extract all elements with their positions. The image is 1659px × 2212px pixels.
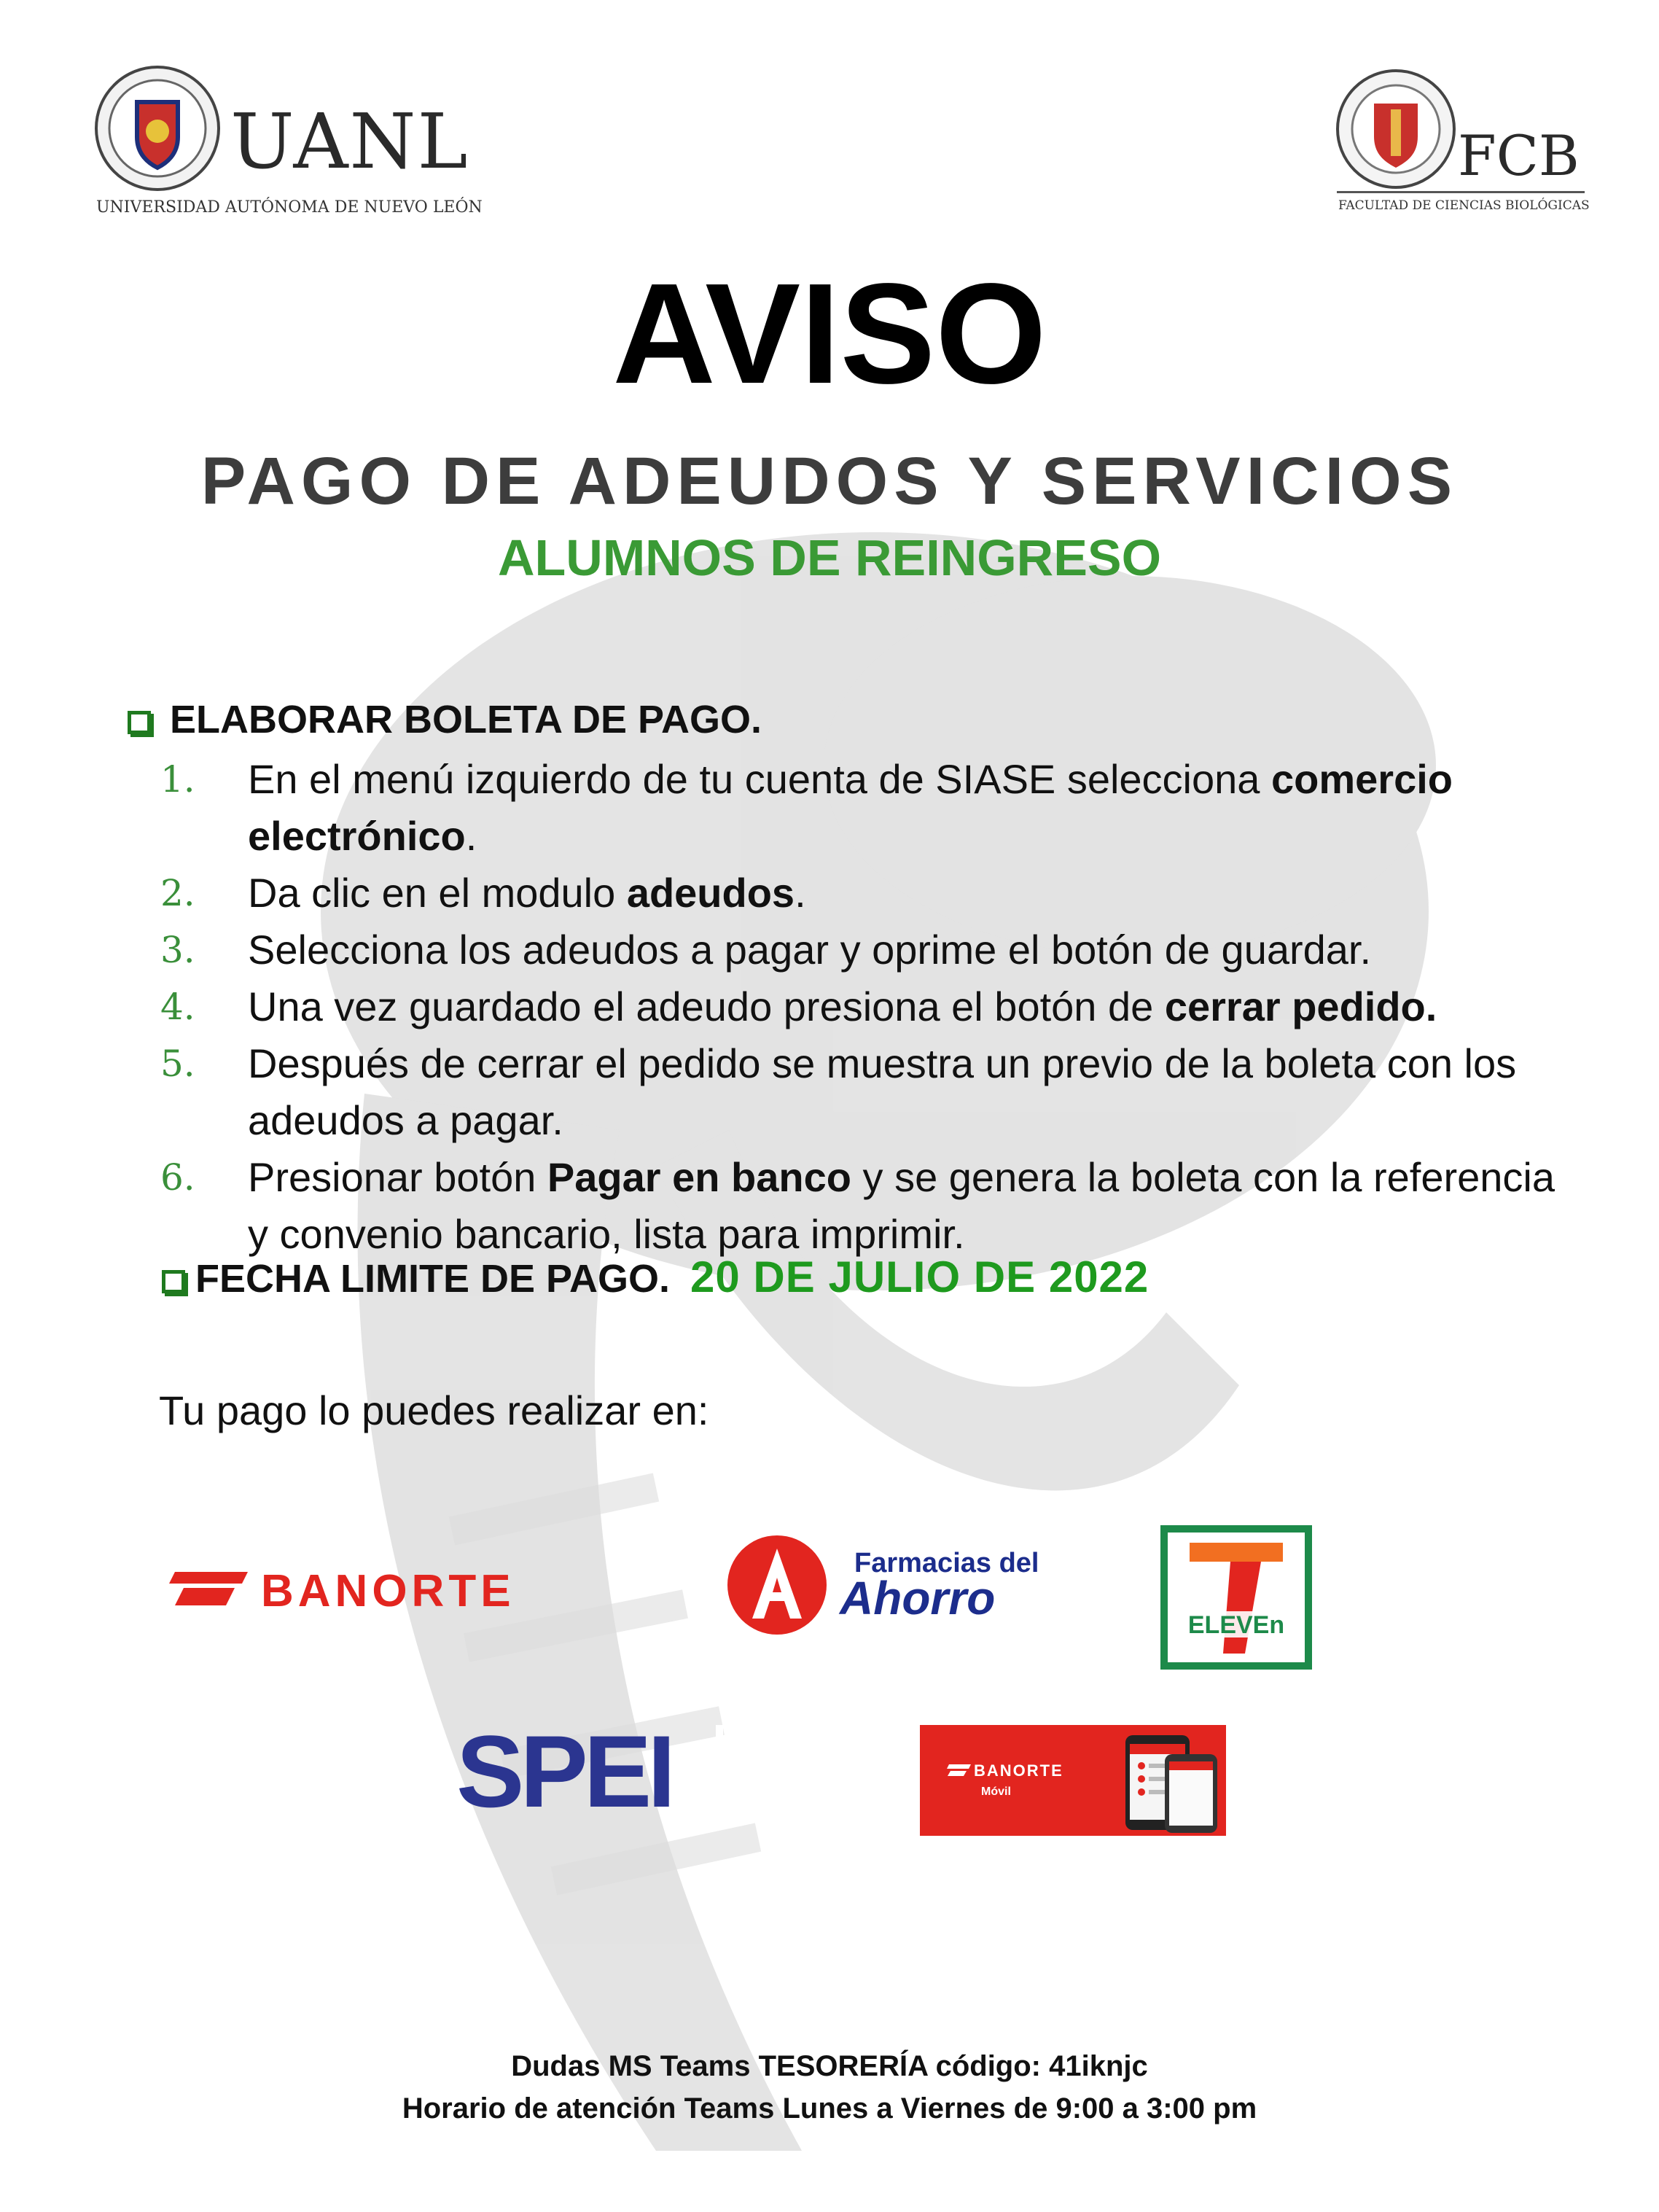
step-bold-text: Pagar en banco <box>547 1154 851 1200</box>
fcb-subtitle: FACULTAD DE CIENCIAS BIOLÓGICAS <box>1338 198 1590 213</box>
step-text: Una vez guardado el adeudo presiona el botón de <box>248 984 1165 1029</box>
step-bold-text: adeudos <box>626 870 795 916</box>
step-text: En el menú izquierdo de tu cuenta de SIASE selecciona <box>248 756 1271 802</box>
step-bold-text: comercio electrónico <box>248 756 1453 859</box>
fcb-logo <box>1334 67 1589 220</box>
banorte-symbol-icon <box>169 1572 248 1605</box>
banorte-logo <box>168 1560 576 1619</box>
uanl-subtitle: UNIVERSIDAD AUTÓNOMA DE NUEVO LEÓN <box>96 198 483 217</box>
step-number: 5. <box>160 1043 195 1085</box>
list-item <box>153 922 1582 978</box>
footer-contact: Dudas MS Teams TESORERÍA código: 41iknjc <box>511 2050 1148 2082</box>
list-item <box>153 978 1582 1035</box>
step-text: Después de cerrar el pedido se muestra un previo de la boleta con los adeudos a pagar. <box>248 1040 1517 1143</box>
checkbox-bullet-icon <box>128 711 151 734</box>
section-heading-boleta <box>128 700 762 739</box>
banorte-wordmark: BANORTE <box>261 1566 515 1616</box>
step-number: 6. <box>160 1156 195 1199</box>
seven-eleven-wordmark: ELEVEn <box>1187 1611 1285 1639</box>
checkbox-bullet-icon <box>162 1270 185 1293</box>
step-number: 3. <box>160 929 195 971</box>
seven-eleven-logo <box>1160 1525 1312 1670</box>
spei-wordmark: SPEI <box>456 1714 672 1829</box>
page-subtitle: PAGO DE ADEUDOS Y SERVICIOS <box>200 444 1459 518</box>
step-bold-text: cerrar pedido. <box>1164 984 1437 1029</box>
section-heading-text: ELABORAR BOLETA DE PAGO. <box>170 698 762 741</box>
uanl-seal-icon <box>93 64 222 192</box>
step-number: 2. <box>160 872 195 914</box>
fcb-seal-icon <box>1334 67 1458 191</box>
step-text-end: . <box>465 813 477 859</box>
fcb-divider <box>1337 191 1585 193</box>
step-text-end: . <box>795 870 806 916</box>
list-item <box>153 865 1582 922</box>
step-text: Selecciona los adeudos a pagar y oprime el botón de guardar. <box>248 927 1372 973</box>
payment-intro: Tu pago lo puedes realizar en: <box>159 1387 709 1433</box>
step-text-end: y se genera la boleta con la referencia y convenio bancario, lista para imprimir. <box>248 1154 1555 1257</box>
uanl-logo <box>93 64 483 225</box>
deadline-label: FECHA LIMITE DE PAGO. <box>195 1257 671 1301</box>
page-title: AVISO <box>612 254 1047 413</box>
fda-line1: Farmacias del <box>854 1548 1039 1578</box>
step-number: 4. <box>160 986 195 1028</box>
footer-hours: Horario de atención Teams Lunes a Viernes de 9:00 a 3:00 pm <box>402 2092 1257 2125</box>
step-text: Presionar botón <box>248 1154 547 1200</box>
section-heading-fecha <box>162 1255 1149 1299</box>
list-item <box>153 1149 1582 1263</box>
fcb-wordmark: FCB <box>1458 123 1580 188</box>
step-text: Da clic en el modulo <box>248 870 627 916</box>
farmacias-del-ahorro-logo <box>726 1530 1039 1639</box>
steps-list <box>153 751 1582 1263</box>
deadline-date: 20 DE JULIO DE 2022 <box>690 1253 1149 1301</box>
spei-logo <box>456 1714 716 1829</box>
list-item <box>153 751 1582 865</box>
step-number: 1. <box>160 758 195 801</box>
uanl-wordmark: UANL <box>230 97 469 186</box>
audience-label: ALUMNOS DE REINGRESO <box>497 529 1162 586</box>
fda-line2: Ahorro <box>840 1572 996 1624</box>
banorte-movil-banner <box>920 1725 1226 1836</box>
banorte-movil-line2: Móvil <box>981 1785 1011 1798</box>
list-item <box>153 1035 1582 1149</box>
banorte-movil-line1: BANORTE <box>974 1761 1063 1780</box>
